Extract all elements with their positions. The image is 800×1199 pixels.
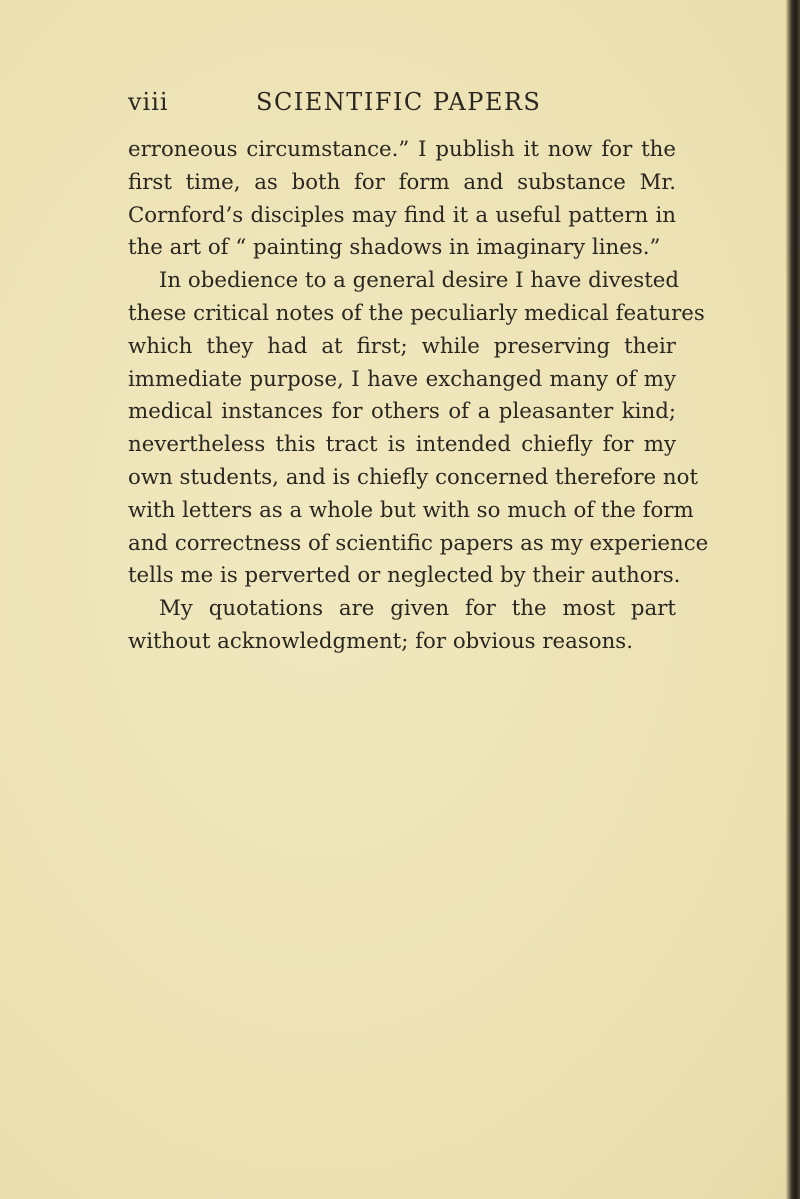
- running-title: SCIENTIFIC PAPERS: [256, 88, 542, 116]
- text-line: and correctness of scientific papers as my experience: [128, 530, 709, 556]
- text-line: nevertheless this tract is intended chiefly for my: [128, 432, 676, 458]
- text-line: tells me is perverted or neglected by their authors.: [128, 563, 681, 589]
- text-line: own students, and is chiefly concerned therefore not: [128, 464, 699, 490]
- page-edge-shadow: [786, 0, 800, 1199]
- page-number: viii: [128, 88, 169, 116]
- text-line: with letters as a whole but with so much of the form: [128, 497, 694, 523]
- text-line: first time, as both for form and substance Mr.: [128, 169, 676, 195]
- text-line: without acknowledgment; for obvious reasons.: [128, 628, 634, 654]
- text-line: which they had at first; while preserving their: [128, 333, 676, 359]
- text-line: In obedience to a general desire I have divested: [159, 268, 679, 294]
- text-line: Cornford’s disciples may find it a useful pattern in: [128, 202, 676, 228]
- text-line: immediate purpose, I have exchanged many of my: [128, 366, 676, 392]
- body-text: [128, 134, 709, 659]
- running-head: [128, 88, 676, 122]
- text-line: these critical notes of the peculiarly medical features: [128, 300, 705, 326]
- text-line: erroneous circumstance.” I publish it now for the: [128, 137, 676, 162]
- text-line: the art of “ painting shadows in imaginary lines.”: [128, 235, 661, 261]
- text-line: medical instances for others of a pleasanter kind;: [128, 399, 676, 425]
- text-line: My quotations are given for the most part: [159, 596, 676, 622]
